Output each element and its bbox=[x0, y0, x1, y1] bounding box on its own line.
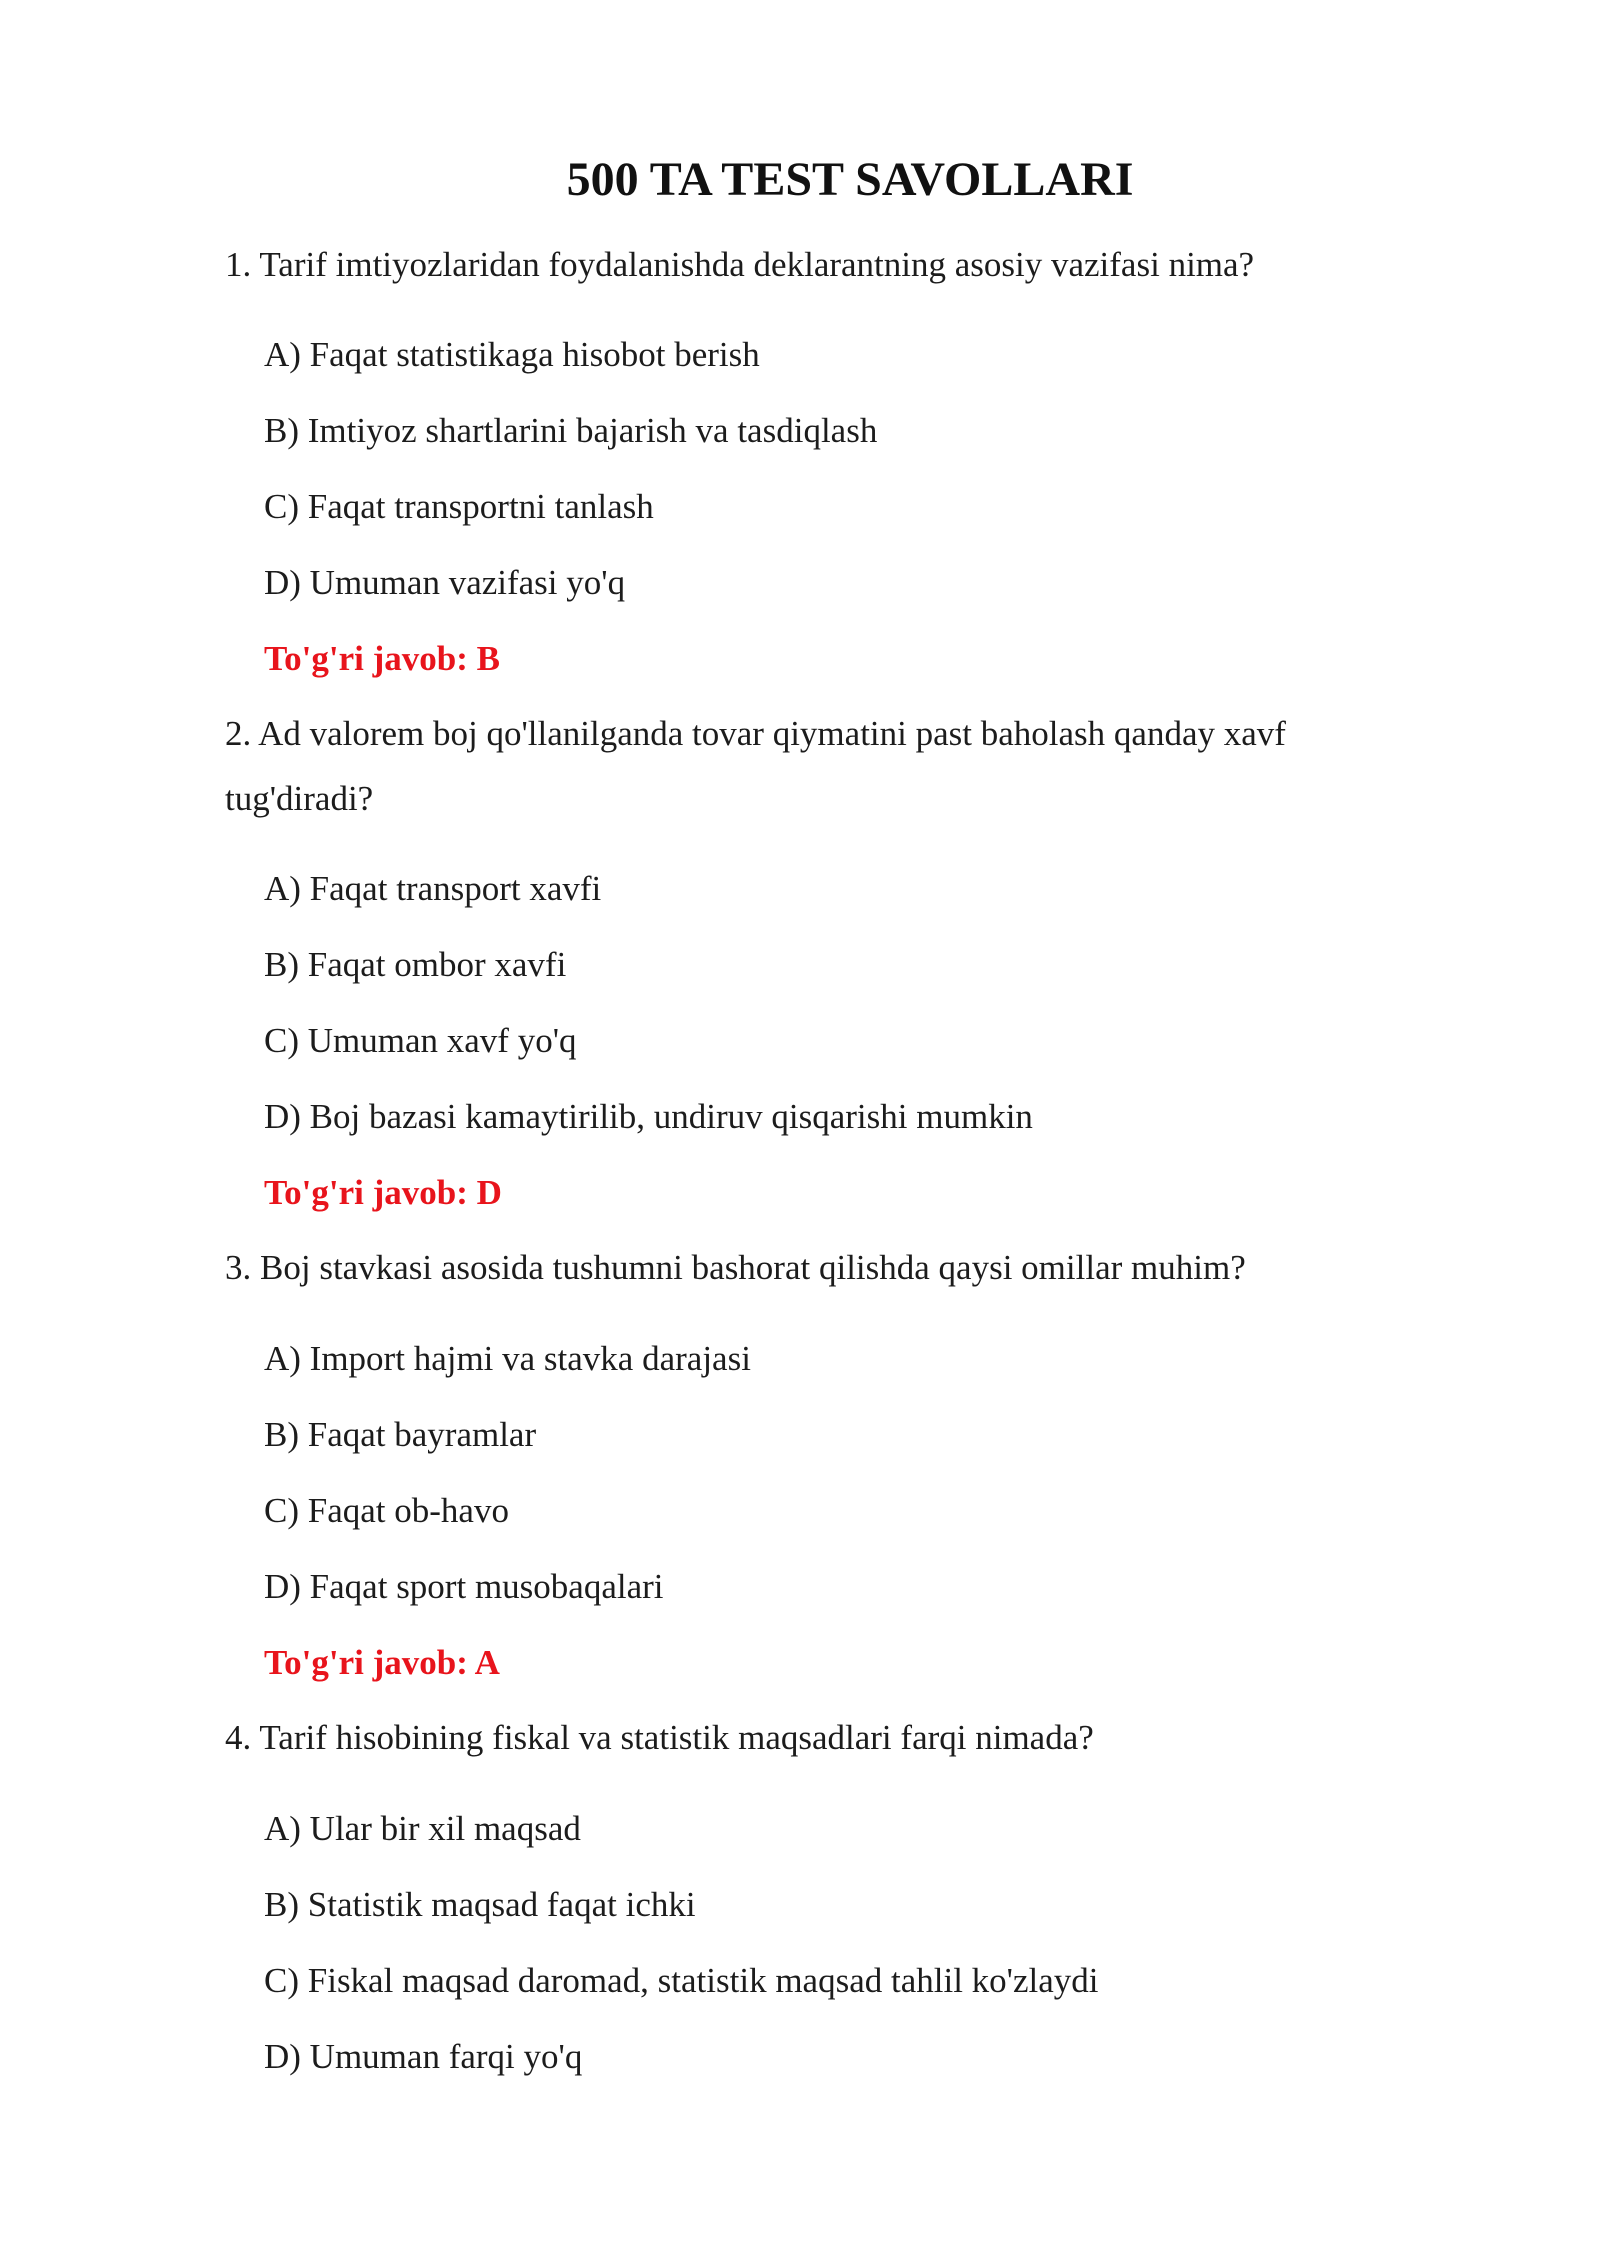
question-4: 4. Tarif hisobining fiskal va statistik maqsadlari farqi nimada? bbox=[225, 1718, 1094, 1757]
question-3-option-d: D) Faqat sport musobaqalari bbox=[264, 1567, 664, 1606]
question-4-option-b: B) Statistik maqsad faqat ichki bbox=[264, 1885, 696, 1924]
question-2-option-c: C) Umuman xavf yo'q bbox=[264, 1021, 577, 1060]
question-1: 1. Tarif imtiyozlaridan foydalanishda deklarantning asosiy vazifasi nima? bbox=[225, 245, 1255, 284]
question-1-answer: To'g'ri javob: B bbox=[264, 639, 500, 678]
question-4-option-a: A) Ular bir xil maqsad bbox=[264, 1809, 581, 1848]
question-1-option-b: B) Imtiyoz shartlarini bajarish va tasdiqlash bbox=[264, 411, 878, 450]
question-2-answer: To'g'ri javob: D bbox=[264, 1173, 502, 1212]
question-2: 2. Ad valorem boj qo'llanilganda tovar qiymatini past baholash qanday xavf tug'diradi? bbox=[225, 714, 1286, 818]
question-3: 3. Boj stavkasi asosida tushumni bashorat qilishda qaysi omillar muhim? bbox=[225, 1248, 1246, 1287]
question-3-option-c: C) Faqat ob-havo bbox=[264, 1491, 509, 1530]
question-3-option-a: A) Import hajmi va stavka darajasi bbox=[264, 1339, 751, 1378]
question-3-option-b: B) Faqat bayramlar bbox=[264, 1415, 537, 1454]
page-title: 500 TA TEST SAVOLLARI bbox=[566, 153, 1134, 206]
question-2-option-a: A) Faqat transport xavfi bbox=[264, 869, 602, 908]
question-4-option-c: C) Fiskal maqsad daromad, statistik maqsad tahlil ko'zlaydi bbox=[264, 1961, 1099, 2000]
question-3-answer: To'g'ri javob: A bbox=[264, 1643, 500, 1682]
question-2-option-b: B) Faqat ombor xavfi bbox=[264, 945, 567, 984]
question-1-option-d: D) Umuman vazifasi yo'q bbox=[264, 563, 626, 602]
question-4-option-d: D) Umuman farqi yo'q bbox=[264, 2037, 583, 2076]
question-1-option-a: A) Faqat statistikaga hisobot berish bbox=[264, 335, 760, 374]
question-1-option-c: C) Faqat transportni tanlash bbox=[264, 487, 654, 526]
question-2-option-d: D) Boj bazasi kamaytirilib, undiruv qisqarishi mumkin bbox=[264, 1097, 1033, 1136]
